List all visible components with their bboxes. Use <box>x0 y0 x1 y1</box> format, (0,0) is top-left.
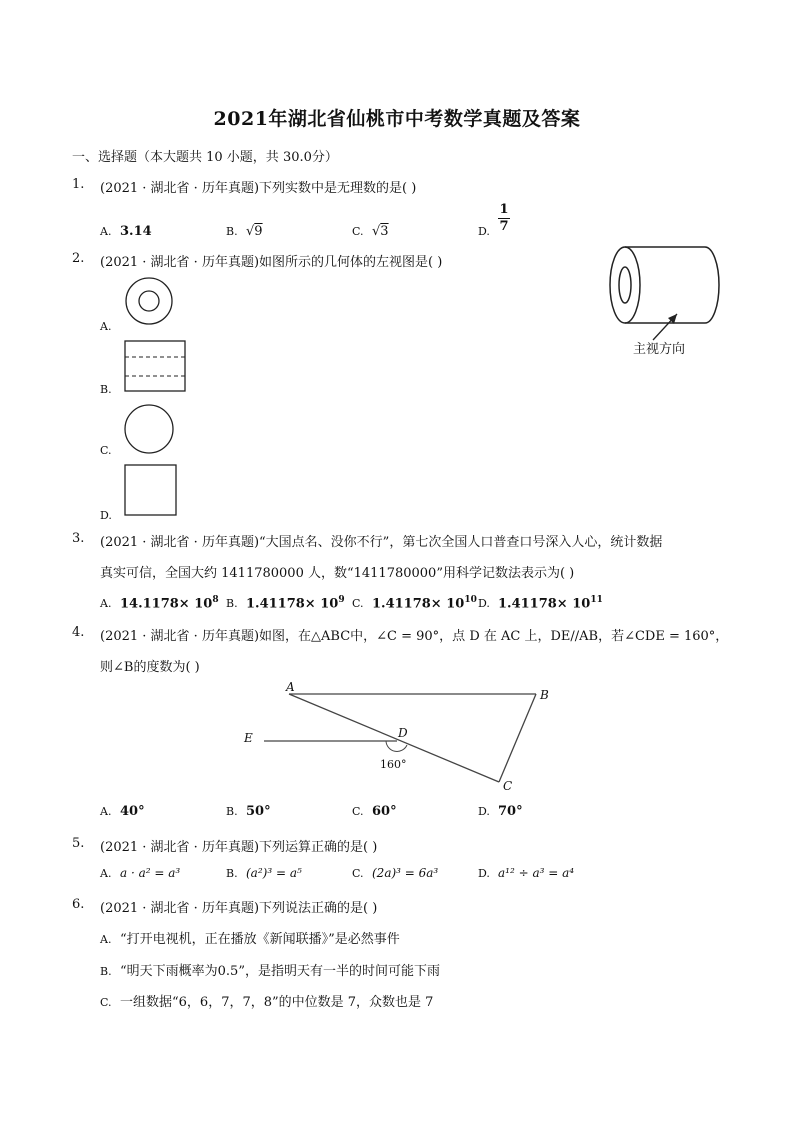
fraction-denominator: 7 <box>499 219 509 234</box>
figure-caption: 主视方向 <box>633 342 686 357</box>
option-value: 50° <box>246 804 271 819</box>
option-label: B. <box>226 805 238 818</box>
q6-text: (2021 · 湖北省 · 历年真题)下列说法正确的是( ) <box>100 901 378 916</box>
option-value: (2a)³ = 6a³ <box>372 866 439 880</box>
q4-option-c[interactable] <box>352 804 397 819</box>
option-value: 9 <box>254 224 263 239</box>
option-label: C. <box>352 867 364 880</box>
q1-text: (2021 · 湖北省 · 历年真题)下列实数中是无理数的是( ) <box>100 181 417 196</box>
q6-option-b[interactable] <box>100 960 440 979</box>
option-value: 60° <box>372 804 397 819</box>
option-a-concentric-circles <box>124 276 174 326</box>
option-label: A. <box>100 933 112 946</box>
q4-text-line2: 则∠B的度数为( ) <box>100 660 200 675</box>
q4-option-a[interactable] <box>100 804 145 819</box>
sqrt-icon: √ <box>246 224 255 239</box>
option-label: B. <box>100 965 112 978</box>
option-label: A. <box>100 867 112 880</box>
option-label: C. <box>100 444 112 457</box>
point-c-label: C <box>503 779 513 793</box>
q6-number: 6. <box>72 897 85 912</box>
option-d-square <box>124 464 178 516</box>
q4-option-d[interactable] <box>478 804 523 819</box>
option-exponent: 8 <box>212 595 219 605</box>
q2-option-b[interactable] <box>100 382 120 397</box>
option-label: A. <box>100 805 112 818</box>
option-label: D. <box>478 225 490 238</box>
option-label: C. <box>352 597 364 611</box>
option-value: 70° <box>498 804 523 819</box>
option-b-dashed-rectangle <box>124 340 186 392</box>
q1-option-b[interactable] <box>226 224 263 239</box>
q2-option-a[interactable] <box>100 319 120 334</box>
q3-option-d[interactable] <box>478 595 603 611</box>
point-a-label: A <box>286 680 295 694</box>
option-value: (a²)³ = a⁵ <box>246 866 302 880</box>
q6-option-a[interactable] <box>100 928 400 947</box>
option-value: 1.41178× 10 <box>372 596 465 612</box>
option-label: D. <box>478 867 490 880</box>
option-value: 3.14 <box>120 224 152 239</box>
q2-text: (2021 · 湖北省 · 历年真题)如图所示的几何体的左视图是( ) <box>100 255 443 270</box>
option-value: 40° <box>120 804 145 819</box>
option-label: B. <box>100 383 112 396</box>
option-label: A. <box>100 225 112 238</box>
q4-text-line1: (2021 · 湖北省 · 历年真题)如图，在△ABC中，∠C = 90°，点 D 在 AC 上，DE//AB，若∠CDE = 160°， <box>100 629 729 644</box>
q5-number: 5. <box>72 836 85 851</box>
q3-text-line1: (2021 · 湖北省 · 历年真题)“大国点名、没你不行”，第七次全国人口普查口号深入人心，统计数据 <box>100 535 663 550</box>
q1-option-c[interactable] <box>352 224 389 239</box>
point-e-label: E <box>244 731 253 745</box>
option-label: B. <box>226 867 238 880</box>
option-value: 一组数据“6，6，7，7，8”的中位数是 7，众数也是 7 <box>120 995 434 1010</box>
option-value: “打开电视机，正在播放《新闻联播》”是必然事件 <box>120 932 400 947</box>
angle-label: 160° <box>380 758 407 771</box>
point-b-label: B <box>540 688 549 702</box>
q2-number: 2. <box>72 251 85 266</box>
option-label: A. <box>100 320 112 333</box>
option-exponent: 10 <box>464 595 477 605</box>
segment-bc <box>499 694 536 782</box>
q1-option-d[interactable] <box>478 224 498 239</box>
q3-option-c[interactable] <box>352 595 477 611</box>
option-value: a¹² ÷ a³ = a⁴ <box>498 866 575 880</box>
option-exponent: 11 <box>590 595 603 605</box>
option-value: “明天下雨概率为0.5”，是指明天有一半的时间可能下雨 <box>120 964 440 979</box>
option-label: B. <box>226 225 238 238</box>
q2-option-c[interactable] <box>100 443 120 458</box>
q3-option-a[interactable] <box>100 595 219 611</box>
q4-option-b[interactable] <box>226 804 271 819</box>
page-title: 2021年湖北省仙桃市中考数学真题及答案 <box>213 108 581 130</box>
q5-option-c[interactable] <box>352 866 438 881</box>
q1-fraction <box>498 202 510 235</box>
option-value: 1.41178× 10 <box>498 596 591 612</box>
q5-option-b[interactable] <box>226 866 302 881</box>
option-label: B. <box>226 597 238 611</box>
sqrt-icon: √ <box>372 224 381 239</box>
point-d-label: D <box>398 726 408 740</box>
option-value: 1.41178× 10 <box>246 596 339 612</box>
option-label: D. <box>100 509 112 522</box>
section-heading: 一、选择题（本大题共 10 小题，共 30.0分） <box>72 150 338 165</box>
q1-number: 1. <box>72 177 85 192</box>
option-label: C. <box>352 805 364 818</box>
option-value: 3 <box>380 224 389 239</box>
q1-option-a[interactable] <box>100 224 152 239</box>
fraction-numerator: 1 <box>499 202 509 217</box>
q5-text: (2021 · 湖北省 · 历年真题)下列运算正确的是( ) <box>100 840 378 855</box>
q5-option-d[interactable] <box>478 866 574 881</box>
option-c-circle <box>124 404 174 454</box>
q5-option-a[interactable] <box>100 866 180 881</box>
q4-number: 4. <box>72 625 85 640</box>
option-label: D. <box>478 805 490 818</box>
option-label: C. <box>352 225 364 238</box>
cylinder-hole <box>619 267 631 303</box>
option-label: C. <box>100 996 112 1009</box>
q3-number: 3. <box>72 531 85 546</box>
q3-option-b[interactable] <box>226 595 345 611</box>
option-value: 14.1178× 10 <box>120 596 213 612</box>
option-label: A. <box>100 597 112 611</box>
option-label: D. <box>478 597 490 611</box>
option-exponent: 9 <box>338 595 345 605</box>
q3-text-line2: 真实可信，全国大约 1411780000 人，数“1411780000”用科学记数法表示为( ) <box>100 566 575 581</box>
option-value: a · a² = a³ <box>120 866 181 880</box>
q6-option-c[interactable] <box>100 991 433 1010</box>
q2-option-d[interactable] <box>100 508 120 523</box>
